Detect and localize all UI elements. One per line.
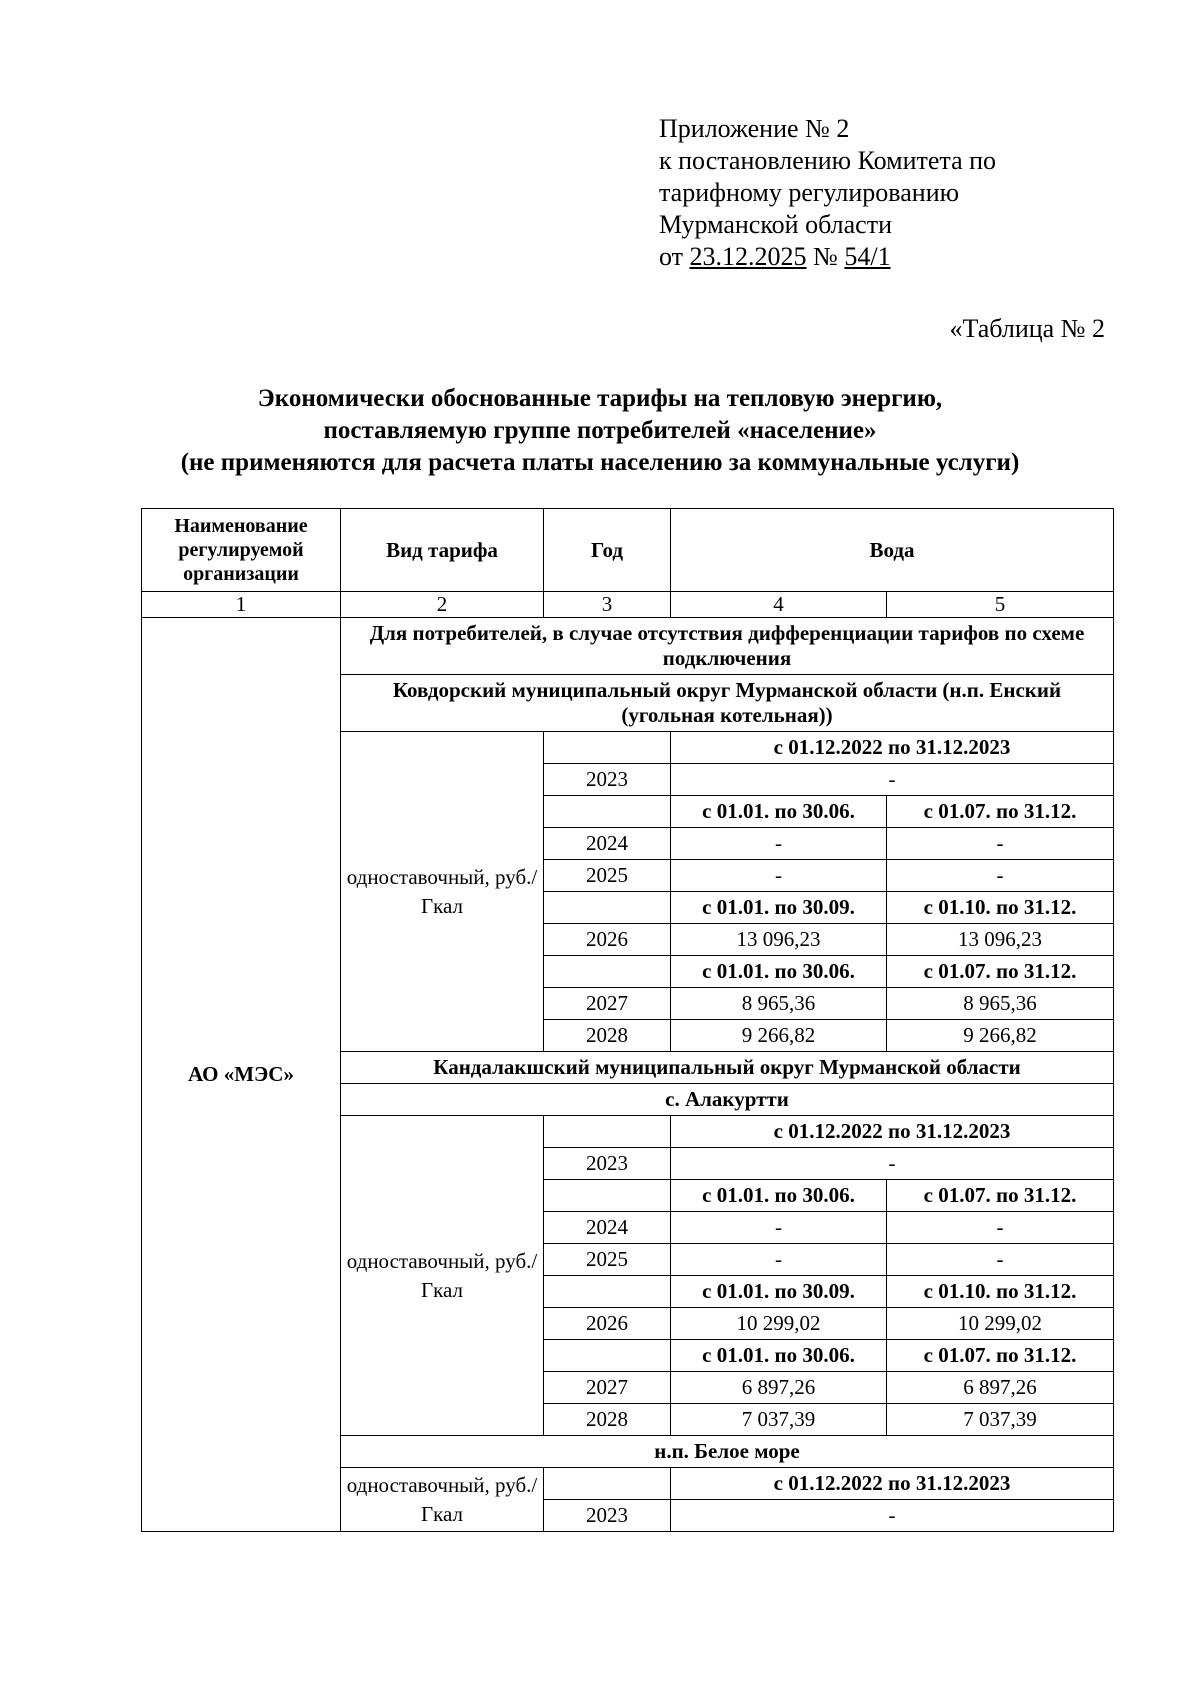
year-cell: 2025 [544, 860, 671, 892]
value-cell: 13 096,23 [671, 924, 887, 956]
value-cell: - [671, 1148, 1114, 1180]
value-cell: - [671, 1212, 887, 1244]
year-cell [544, 956, 671, 988]
value-cell: - [887, 1212, 1114, 1244]
value-cell: 10 299,02 [887, 1308, 1114, 1340]
value-cell: 7 037,39 [887, 1404, 1114, 1436]
tariff-type: одноставочный, руб./Гкал [341, 1468, 544, 1532]
year-cell: 2028 [544, 1020, 671, 1052]
value-cell: - [671, 764, 1114, 796]
date-prefix: от [659, 242, 684, 271]
year-cell [544, 1340, 671, 1372]
year-cell: 2027 [544, 1372, 671, 1404]
value-cell: - [671, 1500, 1114, 1532]
locality-title: с. Алакуртти [341, 1084, 1114, 1116]
column-numbers-row [142, 592, 1114, 618]
value-cell: 9 266,82 [887, 1020, 1114, 1052]
year-cell: 2024 [544, 828, 671, 860]
year-cell: 2026 [544, 1308, 671, 1340]
value-cell: 10 299,02 [671, 1308, 887, 1340]
year-cell: 2028 [544, 1404, 671, 1436]
year-cell: 2024 [544, 1212, 671, 1244]
title-line: Экономически обоснованные тарифы на тепловую энергию, [257, 385, 943, 412]
value-cell: - [887, 860, 1114, 892]
period-label: с 01.12.2022 по 31.12.2023 [671, 732, 1114, 764]
period-label: с 01.10. по 31.12. [887, 892, 1114, 924]
value-cell: 13 096,23 [887, 924, 1114, 956]
year-cell: 2023 [544, 764, 671, 796]
period-label: с 01.01. по 30.06. [671, 796, 887, 828]
section-title: Для потребителей, в случае отсутствия дифференциации тарифов по схеме подключения [341, 618, 1114, 675]
appendix-line: Мурманской области [659, 210, 892, 239]
year-cell [544, 1468, 671, 1500]
col-num: 1 [142, 592, 341, 618]
header-tariff-type: Вид тарифа [341, 509, 544, 592]
year-cell [544, 1180, 671, 1212]
period-label: с 01.01. по 30.06. [671, 1340, 887, 1372]
value-cell: 6 897,26 [887, 1372, 1114, 1404]
period-label: с 01.07. по 31.12. [887, 1340, 1114, 1372]
tariff-type: одноставочный, руб./Гкал [341, 732, 544, 1052]
value-cell: 8 965,36 [671, 988, 887, 1020]
value-cell: - [887, 828, 1114, 860]
value-cell: 6 897,26 [671, 1372, 887, 1404]
value-cell: - [671, 1244, 887, 1276]
year-cell [544, 1276, 671, 1308]
table-header-row [142, 509, 1114, 592]
value-cell: - [887, 1244, 1114, 1276]
decree-date: 23.12.2025 [689, 242, 807, 271]
appendix-header [659, 113, 996, 273]
period-label: с 01.10. по 31.12. [887, 1276, 1114, 1308]
year-cell: 2027 [544, 988, 671, 1020]
district-title: Ковдорский муниципальный округ Мурманской области (н.п. Енский (угольная котельная)) [341, 675, 1114, 732]
table-label: «Таблица № 2 [949, 314, 1105, 343]
value-cell: 9 266,82 [671, 1020, 887, 1052]
header-year: Год [544, 509, 671, 592]
period-label: с 01.07. по 31.12. [887, 956, 1114, 988]
period-label: с 01.01. по 30.09. [671, 892, 887, 924]
year-cell: 2023 [544, 1500, 671, 1532]
appendix-line: тарифному регулированию [659, 178, 960, 207]
col-num: 3 [544, 592, 671, 618]
col-num: 5 [887, 592, 1114, 618]
tariff-table [141, 508, 1114, 1532]
appendix-date-line [659, 241, 996, 273]
period-label: с 01.07. по 31.12. [887, 796, 1114, 828]
appendix-line: к постановлению Комитета по [659, 146, 997, 175]
year-cell: 2023 [544, 1148, 671, 1180]
section-row [142, 618, 1114, 675]
number-prefix: № [813, 242, 838, 271]
period-label: с 01.12.2022 по 31.12.2023 [671, 1116, 1114, 1148]
year-cell: 2026 [544, 924, 671, 956]
col-num: 2 [341, 592, 544, 618]
period-label: с 01.01. по 30.09. [671, 1276, 887, 1308]
value-cell: 7 037,39 [671, 1404, 887, 1436]
title-line: (не применяются для расчета платы населению за коммунальные услуги) [180, 449, 1020, 476]
document-title [0, 383, 1200, 479]
header-water: Вода [671, 509, 1114, 592]
year-cell [544, 1116, 671, 1148]
tariff-type: одноставочный, руб./Гкал [341, 1116, 544, 1436]
year-cell [544, 892, 671, 924]
district-title: Кандалакшский муниципальный округ Мурманской области [341, 1052, 1114, 1084]
value-cell: 8 965,36 [887, 988, 1114, 1020]
period-label: с 01.01. по 30.06. [671, 956, 887, 988]
decree-number: 54/1 [844, 242, 891, 271]
header-organization: Наименование регулируемой организации [142, 509, 341, 592]
year-cell [544, 732, 671, 764]
period-label: с 01.07. по 31.12. [887, 1180, 1114, 1212]
year-cell [544, 796, 671, 828]
appendix-line: Приложение № 2 [659, 114, 850, 143]
value-cell: - [671, 828, 887, 860]
locality-title: н.п. Белое море [341, 1436, 1114, 1468]
organization-name: АО «МЭС» [142, 618, 341, 1532]
col-num: 4 [671, 592, 887, 618]
year-cell: 2025 [544, 1244, 671, 1276]
period-label: с 01.01. по 30.06. [671, 1180, 887, 1212]
period-label: с 01.12.2022 по 31.12.2023 [671, 1468, 1114, 1500]
value-cell: - [671, 860, 887, 892]
title-line: поставляемую группе потребителей «население» [323, 417, 877, 444]
